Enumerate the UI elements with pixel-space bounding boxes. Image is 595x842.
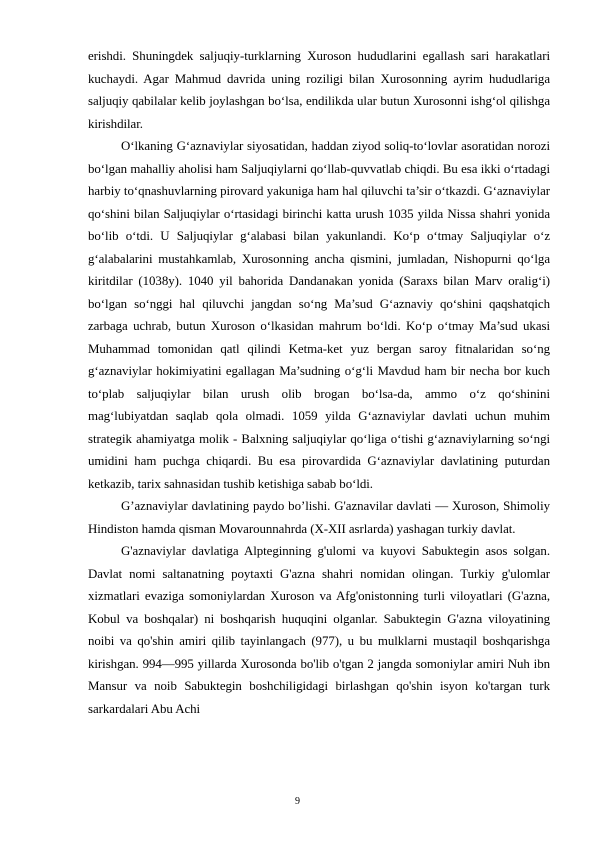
paragraph-3: G’aznaviylar davlatining paydo bo’lishi. G'aznavilar davlati — Xuroson, Shimoliy Hindiston hamda qisman Movarounnahrda (X-XII asrlarda) yashagan turkiy davlat. [88,499,550,536]
paragraph-2: O‘lkaning G‘aznaviylar siyosatidan, haddan ziyod soliq-to‘lovlar asoratidan norozi bo‘lgan mahalliy aholisi ham Saljuqiylarni qo‘llab-quvvatlab chiqdi. Bu esa ikki o‘rtadagi harbiy to‘qnashuvlarning pirovard yakuniga ham hal qiluvchi ta’sir o‘tkazdi. G‘aznaviylar qo‘shini bilan Saljuqiylar o‘rtasidagi birinchi katta urush 1035 yilda Nissa shahri yonida bo‘lib o‘tdi. U Saljuqiylar g‘alabasi bilan yakunlandi. Ko‘p o‘tmay Saljuqiylar o‘z g‘alabalarini mustahkamlab, Xurosonning ancha qismini, jumladan, Nishopurni qo‘lga kiritdilar (1038y). 1040 yil bahorida Dandanakan yonida (Saraxs bilan Marv oralig‘i) bo‘lgan so‘nggi hal qiluvchi jangdan so‘ng Ma’sud G‘aznaviy qo‘shini qaqshatqich zarbaga uchrab, butun Xuroson o‘lkasidan mahrum bo‘ldi. Ko‘p o‘tmay Ma’sud ukasi Muhammad tomonidan qatl qilindi Ketma-ket yuz bergan saroy fitnalaridan so‘ng g‘aznaviylar hokimiyatini egallagan Ma’sudning o‘g‘li Mavdud ham bir necha bor kuch to‘plab saljuqiylar bilan urush olib brogan bo‘lsa-da, ammo o‘z qo‘shinini mag‘lubiyatdan saqlab qola olmadi. 1059 yilda G‘aznaviylar davlati uchun muhim strategik ahamiyatga molik - Balxning saljuqiylar qo‘liga o‘tishi g‘aznaviylarning so‘ngi umidini ham puchga chiqardi. Bu esa pirovardida G‘aznaviylar davlatining puturdan ketkazib, tarix sahnasidan tushib ketishiga sabab bo‘ldi. [88,139,550,491]
page-number: 9 [295,796,300,807]
paragraph-4: G'aznaviylar davlatiga Alpteginning g'ulomi va kuyovi Sabuktegin asos solgan. Davlat nomi saltanatning poytaxti G'azna shahri nomidan olingan. Turkiy g'ulomlar xizmatlari evaziga somoniylardan Xuroson va Afg'onistonning turli viloyatlari (G'azna, Kobul va boshqalar) ni boshqarish huquqini olganlar. Sabuktegin G'azna viloyatining noibi va qo'shin amiri qilib tayinlangach (977), u bu mulklarni mustaqil boshqarishga kirishgan. 994—995 yillarda Xurosonda bo'lib o'tgan 2 jangda somoniylar amiri Nuh ibn Mansur va noib Sabuktegin boshchiligidagi birlashgan qo'shin isyon ko'targan turk sarkardalari Abu Achi [88,544,550,716]
document-page [88,45,550,720]
paragraph-1: erishdi. Shuningdek saljuqiy-turklarning Xuroson hududlarini egallash sari harakatlari kuchaydi. Agar Mahmud davrida uning roziligi bilan Xurosonning ayrim hududlariga saljuqiy qabilalar kelib joylashgan bo‘lsa, endilikda ular butun Xurosonni ishg‘ol qilishga kirishdilar. [88,49,550,131]
